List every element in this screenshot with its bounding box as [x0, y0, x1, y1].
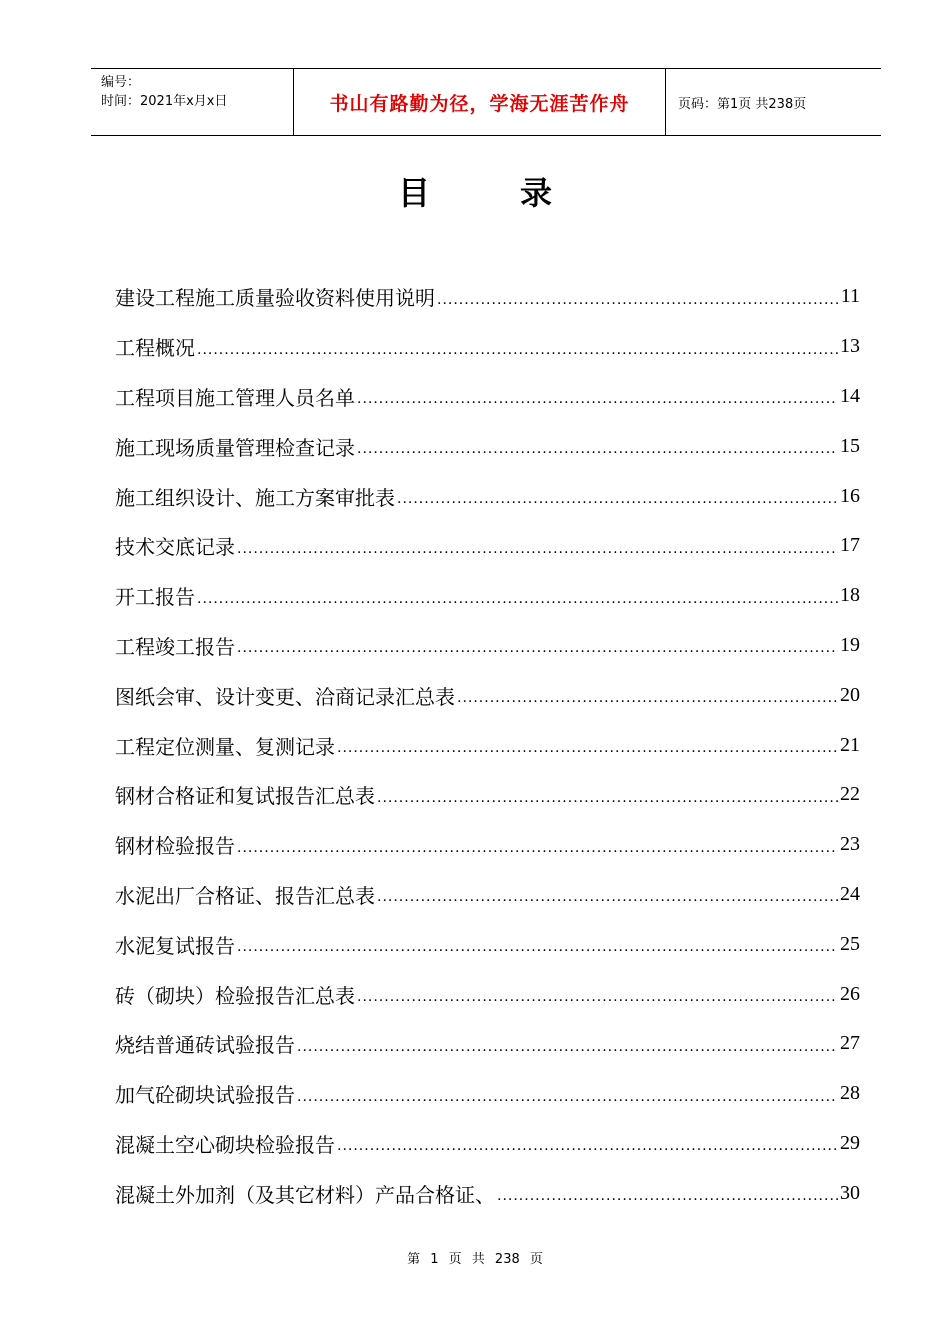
toc-entry[interactable]: [115, 670, 860, 720]
toc-entry-label: 工程概况: [115, 336, 195, 361]
toc-entry-page: 14: [840, 384, 860, 407]
toc-leader-dots: [397, 491, 838, 507]
toc-entry-page: 16: [840, 484, 860, 507]
toc-entry[interactable]: [115, 1069, 860, 1119]
toc-entry-label: 砖（砌块）检验报告汇总表: [115, 983, 355, 1008]
toc-entry-label: 加气砼砌块试验报告: [115, 1083, 295, 1108]
toc-entry-label: 图纸会审、设计变更、洽商记录汇总表: [115, 684, 455, 709]
toc-entry-page: 21: [840, 733, 860, 756]
toc-entry-label: 施工组织设计、施工方案审批表: [115, 485, 395, 510]
toc-entry-page: 15: [840, 434, 860, 457]
toc-leader-dots: [337, 740, 838, 756]
toc-leader-dots: [197, 591, 838, 607]
toc-entry-label: 钢材合格证和复试报告汇总表: [115, 784, 375, 809]
toc-entry-label: 钢材检验报告: [115, 834, 235, 859]
page-header: [91, 68, 881, 136]
toc-entry-page: 25: [840, 932, 860, 955]
toc-entry[interactable]: [115, 820, 860, 870]
toc-entry-page: 28: [840, 1082, 860, 1105]
toc-leader-dots: [357, 989, 838, 1005]
toc-entry[interactable]: [115, 720, 860, 770]
toc-entry-page: 19: [840, 633, 860, 656]
toc-entry[interactable]: [115, 1019, 860, 1069]
toc-leader-dots: [497, 1188, 838, 1204]
toc-entry[interactable]: [115, 870, 860, 920]
toc-entry-page: 27: [840, 1032, 860, 1055]
toc-leader-dots: [457, 690, 838, 706]
toc-entry-label: 工程定位测量、复测记录: [115, 734, 335, 759]
toc-entry-page: 23: [840, 833, 860, 856]
toc-entry-page: 20: [840, 683, 860, 706]
toc-entry-label: 开工报告: [115, 585, 195, 610]
toc-entry[interactable]: [115, 770, 860, 820]
toc-entry[interactable]: [115, 471, 860, 521]
toc-entry-label: 水泥复试报告: [115, 933, 235, 958]
toc-entry[interactable]: [115, 571, 860, 621]
toc-leader-dots: [377, 790, 838, 806]
toc-entry-page: 22: [840, 783, 860, 806]
page-footer: 第 1 页 共 238 页: [407, 1252, 543, 1267]
toc-entry-label: 混凝土外加剂（及其它材料）产品合格证、: [115, 1182, 495, 1207]
toc-entry-label: 技术交底记录: [115, 535, 235, 560]
toc-entry-page: 17: [840, 534, 860, 557]
toc-leader-dots: [237, 640, 838, 656]
toc-leader-dots: [297, 1089, 838, 1105]
toc-entry[interactable]: [115, 521, 860, 571]
toc-entry-page: 13: [840, 335, 860, 358]
table-of-contents: [115, 272, 860, 1218]
toc-entry[interactable]: [115, 372, 860, 422]
toc-entry[interactable]: [115, 322, 860, 372]
toc-entry-label: 施工现场质量管理检查记录: [115, 435, 355, 460]
toc-entry-label: 工程项目施工管理人员名单: [115, 385, 355, 410]
toc-entry[interactable]: [115, 1168, 860, 1218]
toc-leader-dots: [197, 342, 838, 358]
toc-entry-label: 混凝土空心砌块检验报告: [115, 1132, 335, 1157]
toc-leader-dots: [297, 1039, 838, 1055]
toc-entry-label: 烧结普通砖试验报告: [115, 1033, 295, 1058]
toc-leader-dots: [237, 541, 838, 557]
toc-entry[interactable]: [115, 421, 860, 471]
toc-entry-page: 11: [840, 285, 860, 308]
toc-entry-page: 30: [840, 1181, 860, 1204]
time-label: 时间：2021年x月x日: [101, 94, 228, 109]
toc-entry-page: 29: [840, 1131, 860, 1154]
toc-entry-page: 26: [840, 982, 860, 1005]
header-motto: 书山有路勤为径，学海无涯苦作舟: [293, 69, 666, 135]
toc-entry[interactable]: [115, 919, 860, 969]
header-meta: [91, 69, 293, 135]
toc-entry[interactable]: [115, 272, 860, 322]
toc-leader-dots: [237, 939, 838, 955]
toc-entry[interactable]: [115, 621, 860, 671]
toc-leader-dots: [337, 1138, 838, 1154]
toc-leader-dots: [237, 840, 838, 856]
toc-entry-label: 水泥出厂合格证、报告汇总表: [115, 883, 375, 908]
serial-label: 编号：: [101, 75, 141, 90]
toc-entry-page: 18: [840, 584, 860, 607]
toc-entry-label: 工程竣工报告: [115, 634, 235, 659]
toc-entry[interactable]: [115, 969, 860, 1019]
toc-entry[interactable]: [115, 1119, 860, 1169]
toc-entry-page: 24: [840, 882, 860, 905]
toc-leader-dots: [357, 441, 838, 457]
header-page-info: 页码：第1页 共238页: [678, 96, 807, 112]
toc-leader-dots: [437, 292, 839, 308]
page-title: 目录: [397, 174, 642, 212]
toc-leader-dots: [357, 391, 838, 407]
toc-leader-dots: [377, 889, 838, 905]
toc-entry-label: 建设工程施工质量验收资料使用说明: [115, 286, 435, 311]
